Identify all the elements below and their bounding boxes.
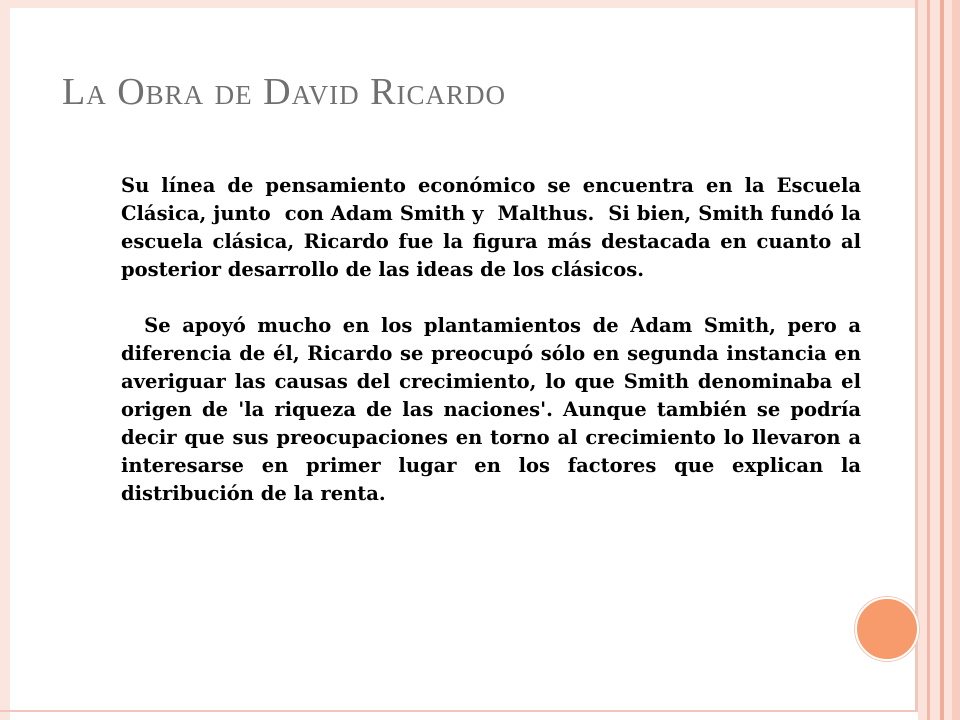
- decorative-circle-icon: [855, 597, 919, 661]
- stripe: [930, 0, 940, 720]
- decorative-stripes: [918, 0, 960, 720]
- paragraph-2: Se apoyó mucho en los plantamientos de Adam Smith, pero a diferencia de él, Ricardo se preocupó sólo en segunda instancia en averiguar las causas del crecimiento, lo que Smith denominaba el origen de 'la riqueza de las naciones'. Aunque también se podría decir que sus preocupaciones en torno al crecimiento lo llevaron a interesarse en primer lugar en los factores que explican la distribución de la renta.: [121, 314, 868, 505]
- stripe: [918, 0, 927, 720]
- slide-body: [121, 172, 868, 508]
- slide-title: La Obra de David Ricardo: [62, 71, 506, 113]
- paragraph-1: Su línea de pensamiento económico se encuentra en la Escuela Clásica, junto con Adam Smith y Malthus. Si bien, Smith fundó la escuela clásica, Ricardo fue la figura más destacada en cuanto al posterior desarrollo de las ideas de los clásicos.: [121, 174, 868, 281]
- stripe: [944, 0, 952, 720]
- stripe: [952, 0, 960, 720]
